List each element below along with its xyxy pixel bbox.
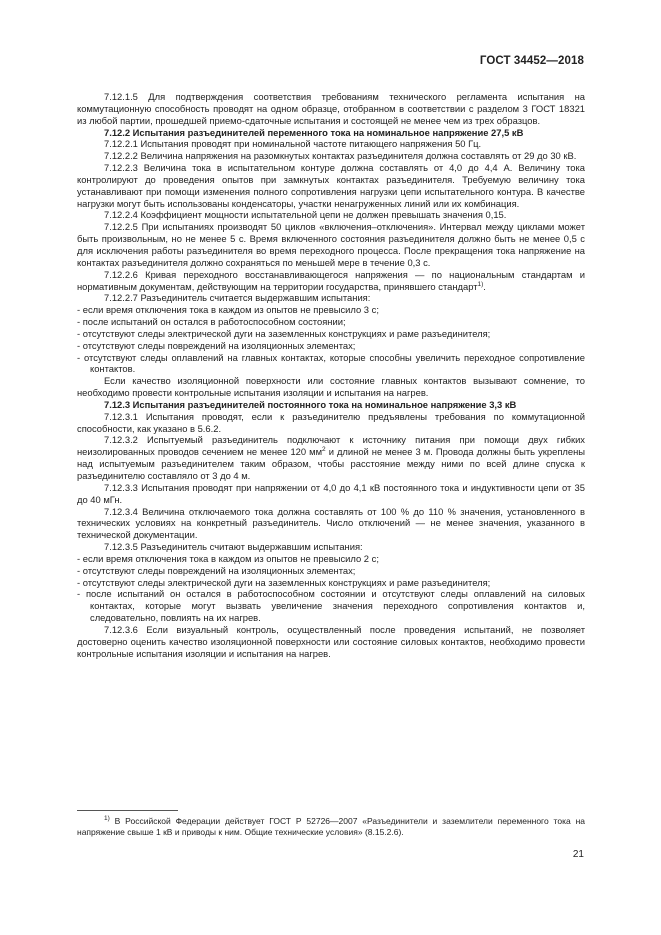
list-item: - если время отключения тока в каждом из опытов не превысило 3 с; (77, 304, 379, 316)
clause-7-12-3-1: 7.12.3.1 Испытания проводят, если к разъединителю предъявлены требования по коммутационной способности, как указано в 5.6.2. (77, 410, 585, 434)
list-item: - отсутствуют следы повреждений на изоляционных элементах; (77, 564, 356, 576)
list-item: - отсутствуют следы повреждений на изоляционных элементах; (77, 339, 356, 351)
page-number: 21 (572, 849, 584, 860)
list-item: - после испытаний он остался в работоспособном состоянии; (77, 316, 346, 328)
clause-7-12-3-3: 7.12.3.3 Испытания проводят при напряжении от 4,0 до 4,1 кВ постоянного тока и индуктивности цепи от 35 до 40 мГн. (77, 481, 585, 505)
clause-7-12-2-6-text: 7.12.2.6 Кривая переходного восстанавливающегося напряжения — по национальным стандартам и нормативным документам, действующим на территории государства, принявшего стандарт (77, 268, 585, 292)
footnote-marker: 1) (104, 815, 110, 822)
footnote-divider (77, 810, 178, 811)
list-item: - отсутствуют следы оплавлений на главных контактах, которые способны увеличить переходное сопротивление контактов. (77, 351, 585, 375)
superscript-2: 2 (322, 446, 326, 454)
doubt-paragraph: Если качество изоляционной поверхности или состояние главных контактов вызывают сомнение, то необходимо провести контрольные испытания изоляции и испытания на нагрев. (77, 375, 585, 399)
clause-7-12-3-4: 7.12.3.4 Величина отключаемого тока должна составлять от 100 % до 110 % значения, установленного в технических условиях на конкретный разъединитель. Число отключений — не менее значения, указанного в технической документации. (77, 505, 585, 541)
document-body (77, 91, 585, 660)
list-item: - отсутствуют следы электрической дуги на заземленных конструкциях и раме разъединителя; (77, 327, 491, 339)
clause-7-12-3-5: 7.12.3.5 Разъединитель считают выдержавшим испытания: (104, 541, 363, 553)
document-id-header: ГОСТ 34452—2018 (479, 55, 584, 67)
clause-7-12-2-7: 7.12.2.7 Разъединитель считается выдержавшим испытания: (104, 292, 371, 304)
clause-7-12-3-2-text-a: 7.12.3.2 Испытуемый разъединитель подключают к источнику питания при помощи двух гибких неизолированных проводов сечением не менее 120 мм (77, 434, 585, 458)
footnote (77, 816, 585, 838)
clause-7-12-2-5: 7.12.2.5 При испытаниях производят 50 циклов «включения–отключения». Интервал между циклами может быть произвольным, но не менее 5 с. Время включенного состояния разъединителя должно быть не менее 0,5 с для исключения работы разъединителя во время переходного процесса. После прекращения тока напряжение на контактах разъединителя должно сохраняться по меньшей мере в течение 0,3 с. (77, 221, 585, 268)
clause-7-12-3-2 (77, 434, 585, 481)
section-heading-7-12-3: 7.12.3 Испытания разъединителей постоянного тока на номинальное напряжение 3,3 кВ (104, 398, 517, 410)
clause-7-12-3-2-text-b: и длиной не менее 3 м. Провода должны быть укреплены над испытуемым разъединителем таким образом, чтобы расстояние между ними по всей длине спуска к разъединителю составляло от 3 до 4 м. (77, 446, 585, 481)
clause-7-12-2-2: 7.12.2.2 Величина напряжения на разомкнутых контактах разъединителя должна составлять от 29 до 30 кВ. (104, 150, 577, 162)
footnote-body: В Российской Федерации действует ГОСТ Р 52726—2007 «Разъединители и заземлители переменного тока на напряжение свыше 1 кВ и приводы к ним. Общие технические условия» (8.15.2.6). (77, 816, 585, 837)
footnote-text (77, 816, 585, 838)
clause-7-12-3-6: 7.12.3.6 Если визуальный контроль, осуществленный после проведения испытаний, не позволяет достоверно оценить качество изоляционной поверхности или состояние силовых контактов, необходимо провести контрольные испытания изоляции и испытания на нагрев. (77, 623, 585, 659)
footnote-reference[interactable]: 1) (477, 280, 484, 288)
section-heading-7-12-2: 7.12.2 Испытания разъединителей переменного тока на номинальное напряжение 27,5 кВ (104, 126, 524, 138)
list-item: - если время отключения тока в каждом из опытов не превысило 2 с; (77, 552, 379, 564)
clause-7-12-2-6-end: . (483, 280, 486, 292)
clause-7-12-2-3: 7.12.2.3 Величина тока в испытательном контуре должна составлять от 4,0 до 4,4 А. Величину тока контролируют до проведения опытов при замкнутых контактах разъединителя. Требуемую величину тока устанавливают при помощи изменения полного сопротивления нагрузки цепи испытательного контура. В качестве нагрузки могут быть использованы конденсаторы, участки ненагруженных линий или их комбинация. (77, 162, 585, 209)
list-item: - после испытаний он остался в работоспособном состоянии и отсутствуют следы оплавлений на силовых контактах, которые могут вызвать увеличение значения переходного сопротивления контактов и, следовательно, повлиять на их нагрев. (77, 588, 585, 624)
clause-7-12-2-1: 7.12.2.1 Испытания проводят при номинальной частоте питающего напряжения 50 Гц. (104, 138, 482, 150)
clause-7-12-2-4: 7.12.2.4 Коэффициент мощности испытательной цепи не должен превышать значения 0,15. (104, 209, 507, 221)
clause-7-12-1-5: 7.12.1.5 Для подтверждения соответствия требованиям технического регламента испытания на коммутационную способность проводят на одном образце, отобранном в соответствии с разделом 3 ГОСТ 18321 из любой партии, прошедшей приемо-сдаточные испытания и состоящей не менее чем из трех образцов. (77, 91, 585, 126)
list-item: - отсутствуют следы электрической дуги на заземленных конструкциях и раме разъединителя; (77, 576, 491, 588)
clause-7-12-2-6 (77, 269, 585, 293)
